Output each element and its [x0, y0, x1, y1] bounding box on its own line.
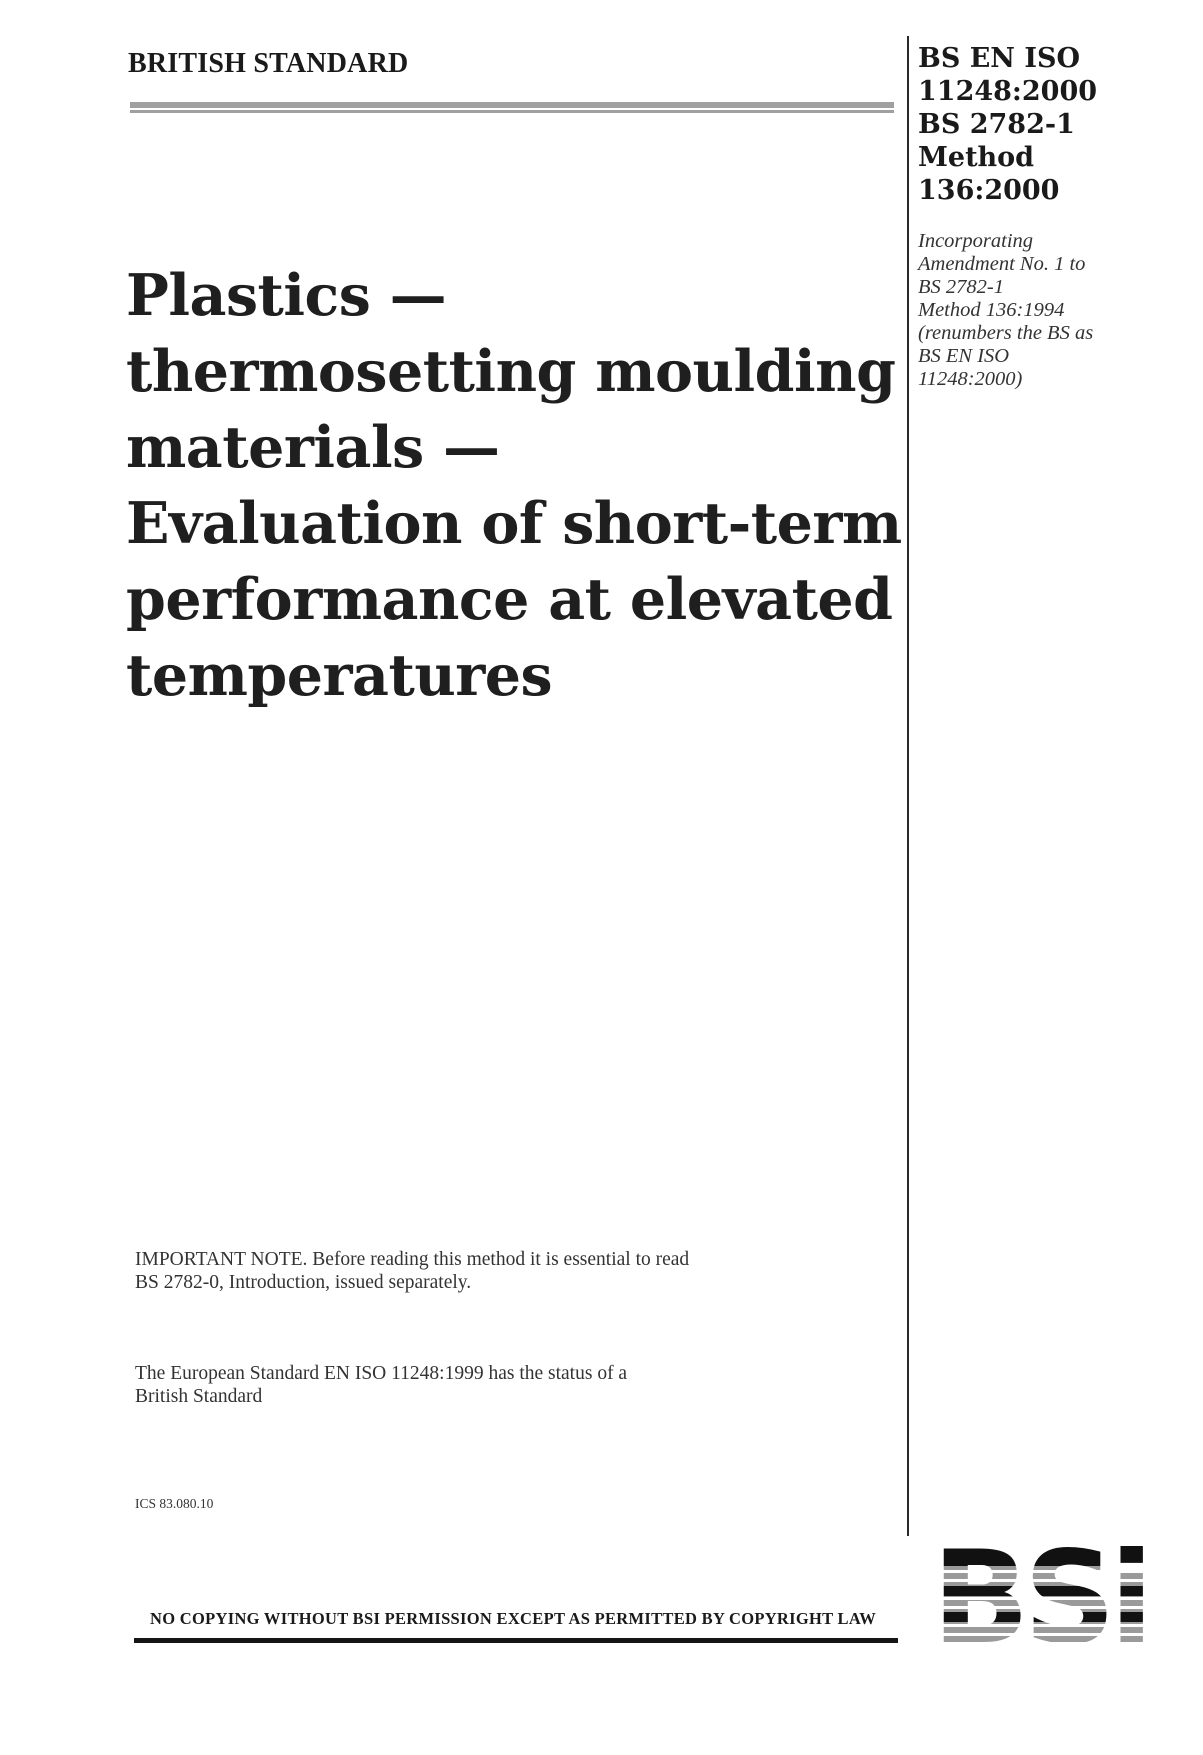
title-line: Evaluation of short-term — [126, 490, 902, 557]
important-note-line: IMPORTANT NOTE. Before reading this method it is essential to read — [135, 1249, 690, 1270]
standard-numbers — [918, 42, 1188, 207]
amendment-line: Method 136:1994 — [918, 299, 1065, 321]
standard-number-line: 11248:2000 — [918, 76, 1098, 107]
amendment-line: BS 2782-1 — [918, 276, 1004, 298]
header-label: BRITISH STANDARD — [128, 48, 409, 79]
important-note-line: BS 2782-0, Introduction, issued separately. — [135, 1272, 472, 1293]
copyright-notice: NO COPYING WITHOUT BSI PERMISSION EXCEPT AS PERMITTED BY COPYRIGHT LAW — [150, 1609, 877, 1628]
amendment-line: Amendment No. 1 to — [918, 253, 1086, 275]
amendment-line: (renumbers the BS as — [918, 322, 1094, 344]
footer-rule — [134, 1638, 898, 1643]
status-note-line: British Standard — [135, 1386, 263, 1407]
standard-number-line: Method — [918, 142, 1035, 173]
status-note — [135, 1362, 835, 1408]
document-title — [126, 258, 902, 714]
status-note-line: The European Standard EN ISO 11248:1999 has the status of a — [135, 1363, 628, 1384]
title-line: materials — — [126, 414, 500, 481]
amendment-note — [918, 230, 1188, 391]
important-note — [135, 1248, 835, 1294]
header-rule-thin — [130, 110, 894, 113]
bsi-logo — [932, 1546, 1144, 1646]
title-line: performance at elevated — [126, 566, 893, 633]
title-line: temperatures — [126, 642, 553, 709]
amendment-line: BS EN ISO — [918, 345, 1010, 367]
title-line: thermosetting moulding — [126, 338, 896, 405]
column-divider — [907, 36, 909, 1536]
title-line: Plastics — — [126, 262, 447, 329]
amendment-line: 11248:2000) — [918, 368, 1023, 390]
standard-number-line: BS 2782-1 — [918, 109, 1075, 140]
standard-number-line: 136:2000 — [918, 175, 1060, 206]
standard-number-line: BS EN ISO — [918, 43, 1081, 74]
ics-code: ICS 83.080.10 — [135, 1496, 214, 1511]
amendment-line: Incorporating — [918, 230, 1034, 252]
header-rule-thick — [130, 102, 894, 108]
